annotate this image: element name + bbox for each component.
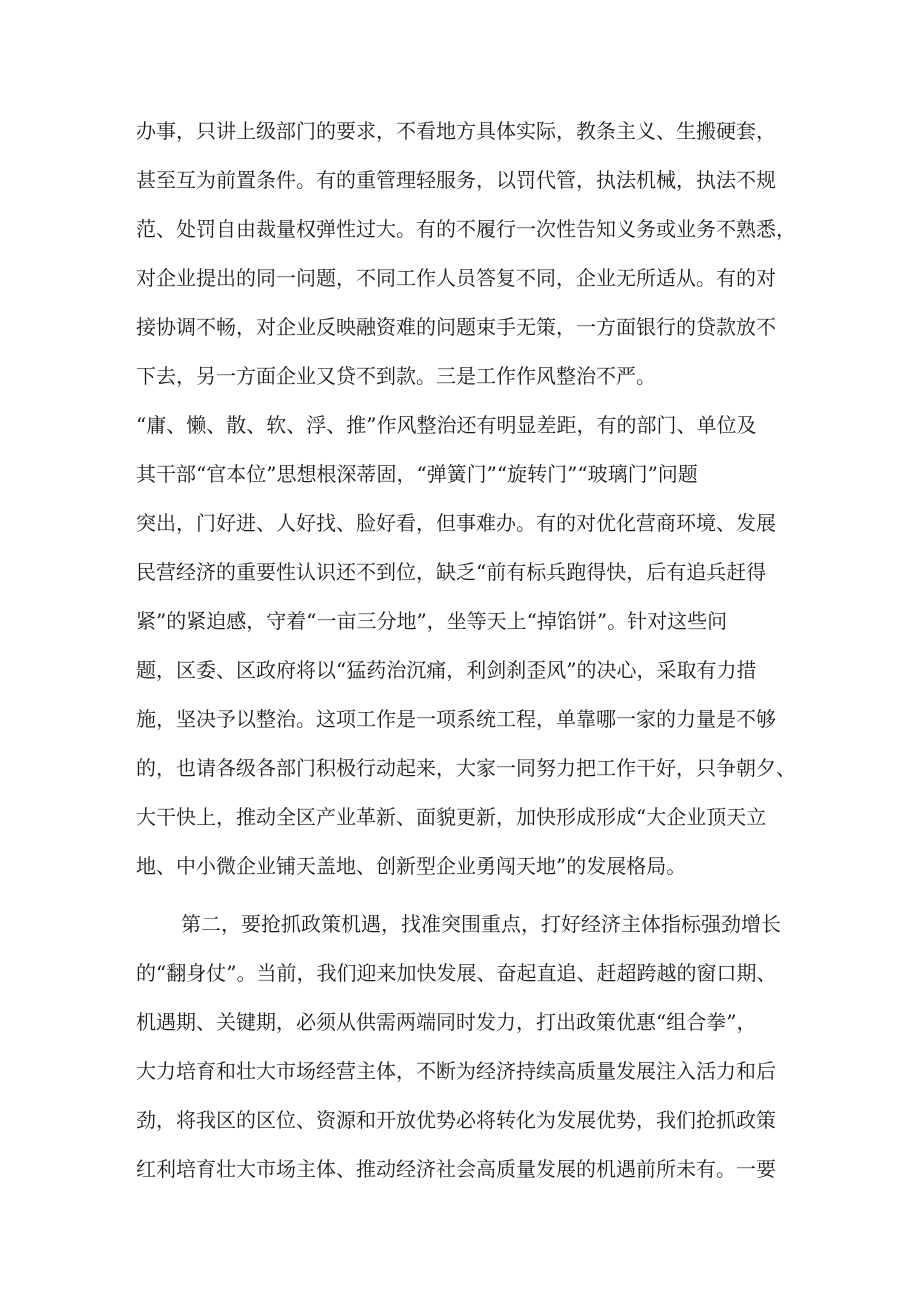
text-line: 下去，另一方面企业又贷不到款。三是工作作风整治不严。: [136, 364, 656, 388]
text-line: 甚至互为前置条件。有的重管理轻服务，以罚代管，执法机械，执法不规: [136, 168, 776, 192]
text-line: 大干快上，推动全区产业革新、面貌更新，加快形成形成“大企业顶天立: [136, 805, 767, 829]
text-line: 地、中小微企业铺天盖地、创新型企业勇闯天地”的发展格局。: [136, 854, 687, 878]
text-line: 突出，门好进、人好找、脸好看，但事难办。有的对优化营商环境、发展: [136, 511, 776, 535]
text-line: 红利培育壮大市场主体、推动经济社会高质量发展的机遇前所未有。一要: [136, 1157, 776, 1181]
text-line: “庸、懒、散、软、浮、推”作风整治还有明显差距，有的部门、单位及: [136, 413, 757, 437]
text-line: 范、处罚自由裁量权弹性过大。有的不履行一次性告知义务或业务不熟悉，: [136, 217, 796, 241]
text-line: 施，坚决予以整治。这项工作是一项系统工程，单靠哪一家的力量是不够: [136, 707, 776, 731]
paragraph-start-line: 第二，要抢抓政策机遇，找准突围重点，打好经济主体指标强劲增长: [181, 912, 781, 936]
text-line: 题，区委、区政府将以“猛药治沉痛，利剑刹歪风”的决心，采取有力措: [136, 658, 757, 682]
text-line: 的，也请各级各部门积极行动起来，大家一同努力把工作干好，只争朝夕、: [136, 756, 796, 780]
text-line: 紧”的紧迫感，守着“一亩三分地”，坐等天上“掉馅饼”。针对这些问: [136, 609, 728, 633]
text-line: 劲，将我区的区位、资源和开放优势必将转化为发展优势，我们抢抓政策: [136, 1108, 776, 1132]
text-line: 办事，只讲上级部门的要求，不看地方具体实际，教条主义、生搬硬套，: [136, 119, 776, 143]
text-line: 其干部“官本位”思想根深蒂固，“弹簧门”“旋转门”“玻璃门”问题: [136, 462, 698, 486]
text-line: 机遇期、关键期，必须从供需两端同时发力，打出政策优惠“组合拳”，: [136, 1010, 757, 1034]
text-line: 民营经济的重要性认识还不到位，缺乏“前有标兵跑得快，后有追兵赶得: [136, 560, 767, 584]
text-line: 对企业提出的同一问题，不同工作人员答复不同，企业无所适从。有的对: [136, 266, 776, 290]
text-line: 大力培育和壮大市场经营主体，不断为经济持续高质量发展注入活力和后: [136, 1059, 776, 1083]
text-line: 的“翻身仗”。当前，我们迎来加快发展、奋起直追、赶超跨越的窗口期、: [136, 961, 777, 985]
text-line: 接协调不畅，对企业反映融资难的问题束手无策，一方面银行的贷款放不: [136, 315, 776, 339]
